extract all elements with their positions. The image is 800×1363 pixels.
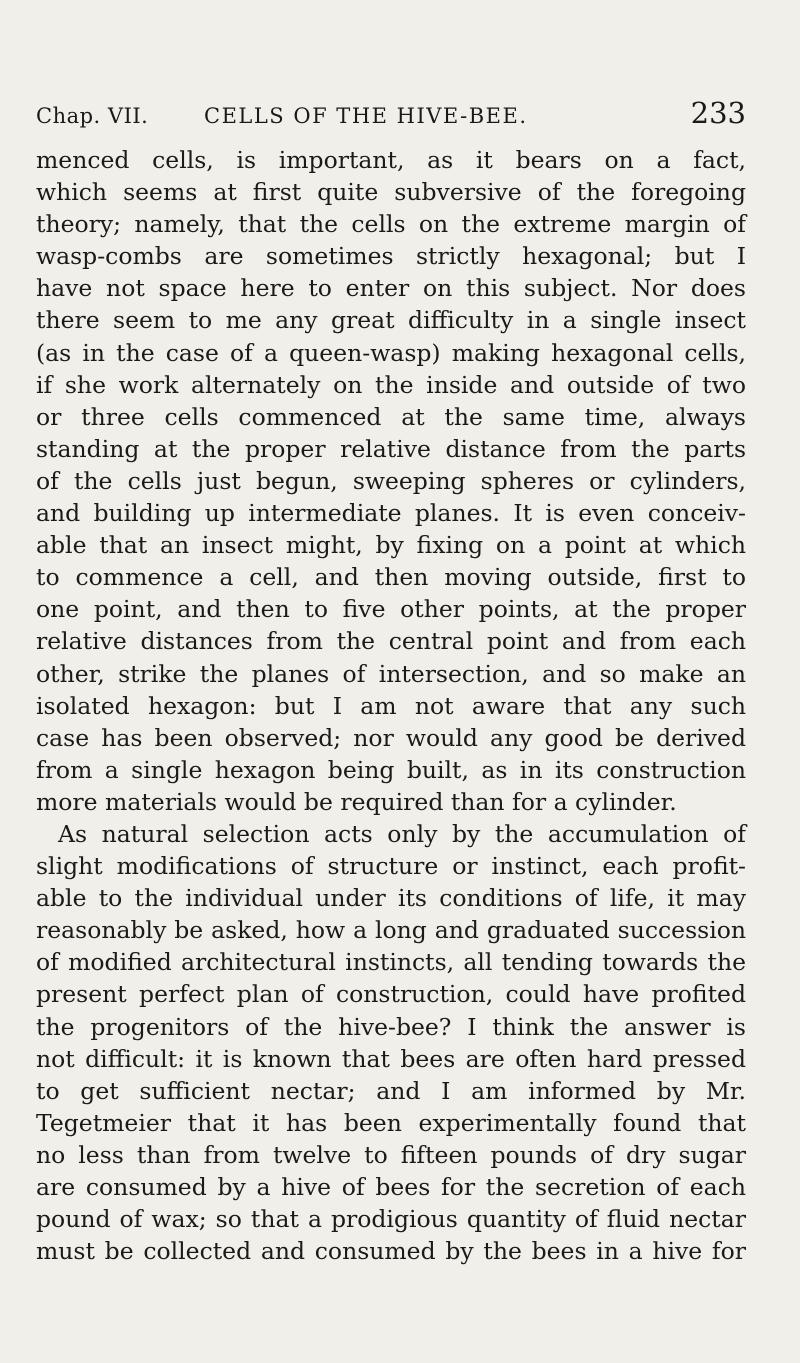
text-line: if she work alternately on the inside and outside of two xyxy=(36,370,746,399)
text-line: able to the individual under its conditions of life, it may xyxy=(36,884,746,913)
running-title: CELLS OF THE HIVE-BEE. xyxy=(204,104,528,128)
text-line: (as in the case of a queen-wasp) making hexagonal cells, xyxy=(36,338,746,367)
running-head xyxy=(36,96,746,136)
text-line: to commence a cell, and then moving outside, first to xyxy=(36,563,746,592)
text-line: slight modifications of structure or instinct, each profit- xyxy=(36,852,746,881)
text-line: from a single hexagon being built, as in its construction xyxy=(36,755,746,784)
text-line: no less than from twelve to fifteen pounds of dry sugar xyxy=(36,1140,746,1169)
text-line: menced cells, is important, as it bears on a fact, xyxy=(36,146,746,174)
text-line: and building up intermediate planes. It is even conceiv- xyxy=(36,499,746,528)
text-line: one point, and then to five other points, at the proper xyxy=(36,595,746,624)
text-line: there seem to me any great difficulty in a single insect xyxy=(36,306,746,335)
body-text xyxy=(36,144,746,1267)
text-line: reasonably be asked, how a long and graduated succession xyxy=(36,916,746,945)
text-line: case has been observed; nor would any good be derived xyxy=(36,723,746,752)
text-line: other, strike the planes of intersection, and so make an xyxy=(36,659,746,688)
text-line: more materials would be required than for a cylinder. xyxy=(36,787,677,816)
text-line: pound of wax; so that a prodigious quantity of fluid nectar xyxy=(36,1205,746,1234)
text-line: the progenitors of the hive-bee? I think the answer is xyxy=(36,1012,746,1041)
text-line: or three cells commenced at the same time, always xyxy=(36,402,746,431)
text-line: standing at the proper relative distance from the parts xyxy=(36,434,746,463)
text-line: of modified architectural instincts, all tending towards the xyxy=(36,948,746,977)
text-line: present perfect plan of construction, could have profited xyxy=(36,980,746,1009)
text-line: which seems at first quite subversive of the foregoing xyxy=(36,178,746,207)
text-line: wasp-combs are sometimes strictly hexagonal; but I xyxy=(36,242,746,271)
text-line: of the cells just begun, sweeping spheres or cylinders, xyxy=(36,466,746,495)
text-line: have not space here to enter on this subject. Nor does xyxy=(36,274,746,303)
text-line: Tegetmeier that it has been experimentally found that xyxy=(36,1108,746,1137)
page-number: 233 xyxy=(690,96,746,130)
text-line: isolated hexagon: but I am not aware that any such xyxy=(36,691,746,720)
text-line: must be collected and consumed by the bees in a hive for xyxy=(36,1237,746,1266)
text-line: relative distances from the central point and from each xyxy=(36,627,746,656)
chapter-label: Chap. VII. xyxy=(36,104,149,128)
text-line: not difficult: it is known that bees are often hard pressed xyxy=(36,1044,746,1073)
paragraph-start-line: As natural selection acts only by the accumulation of xyxy=(58,819,746,848)
text-line: theory; namely, that the cells on the extreme margin of xyxy=(36,210,746,239)
text-line: able that an insect might, by fixing on a point at which xyxy=(36,531,746,560)
text-line: to get sufficient nectar; and I am informed by Mr. xyxy=(36,1076,746,1105)
text-line: are consumed by a hive of bees for the secretion of each xyxy=(36,1173,746,1201)
